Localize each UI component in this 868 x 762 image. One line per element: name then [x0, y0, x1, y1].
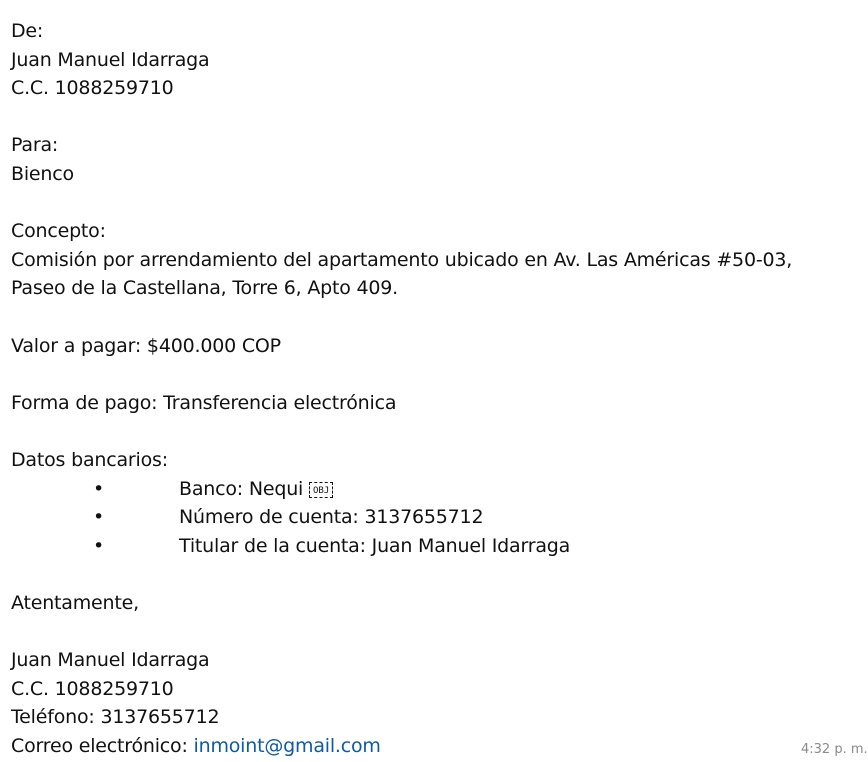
object-placeholder-icon: OBJ — [309, 482, 333, 498]
amount-line: Valor a pagar: $400.000 COP — [11, 334, 281, 357]
message-body[interactable] — [11, 17, 851, 760]
signature-phone: Teléfono: 3137655712 — [11, 706, 220, 729]
from-label: De: — [11, 20, 44, 42]
bullet-icon: • — [93, 534, 105, 557]
spacer — [11, 560, 851, 589]
spacer — [11, 189, 851, 218]
list-item — [11, 475, 851, 504]
to-name: Bienco — [11, 162, 74, 185]
signature-id: C.C. 1088259710 — [11, 677, 174, 700]
list-item — [11, 503, 851, 532]
bank-name: Banco: Nequi — [179, 477, 304, 500]
list-item — [11, 532, 851, 561]
from-id: C.C. 1088259710 — [11, 77, 174, 100]
spacer — [11, 617, 851, 646]
bank-label: Datos bancarios: — [11, 448, 168, 471]
spacer — [11, 360, 851, 389]
from-name: Juan Manuel Idarraga — [11, 48, 210, 71]
spacer — [11, 103, 851, 132]
payment-line: Forma de pago: Transferencia electrónica — [11, 391, 397, 414]
email-link[interactable]: inmoint@gmail.com — [193, 734, 381, 757]
message-timestamp: 4:32 p. m. — [801, 742, 868, 757]
bullet-icon: • — [93, 506, 105, 529]
closing: Atentamente, — [11, 591, 139, 614]
email-label: Correo electrónico: — [11, 734, 194, 757]
spacer — [11, 417, 851, 446]
signature-email-line — [11, 732, 851, 761]
signature-name: Juan Manuel Idarraga — [11, 649, 210, 672]
bullet-icon: • — [93, 477, 105, 500]
spacer — [11, 303, 851, 332]
to-label: Para: — [11, 134, 59, 157]
concept-label: Concepto: — [11, 220, 106, 243]
account-number: Número de cuenta: 3137655712 — [179, 506, 484, 529]
concept-text: Comisión por arrendamiento del apartamento ubicado en Av. Las Américas #50-03, Paseo de la Castellana, Torre 6, Apto 409. — [11, 248, 793, 300]
account-holder: Titular de la cuenta: Juan Manuel Idarraga — [179, 534, 571, 557]
bank-details-list — [11, 475, 851, 561]
